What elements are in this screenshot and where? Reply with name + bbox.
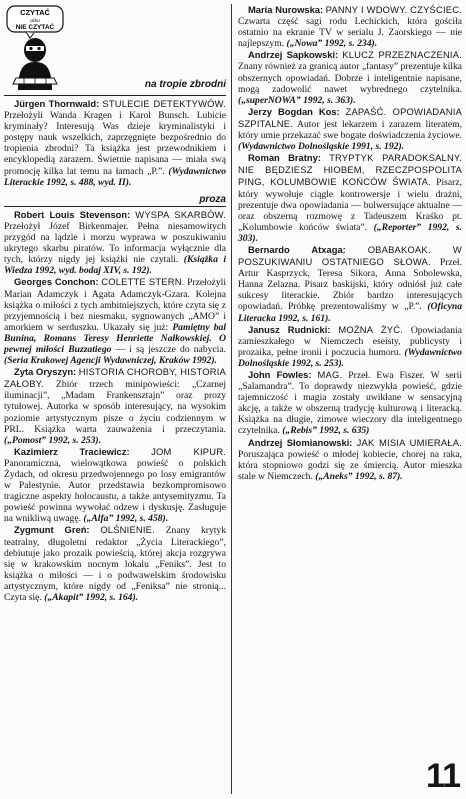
entry-traciewicz: Kazimierz Traciewicz: JOM KIPUR. Panoramiczna, wielowątkowa powieść o polskich Żydach, od okresu przedwojennego po losy emigrantów w Palestynie. Autor przedstawia bezkompromisowo tragiczne aspekty holocaustu, a także antysemityzmu. Ta powieść powinna wywołać odzew i dyskusję. Zasługuje na wnikliwą uwagę. („Alfa” 1992, s. 458). xyxy=(4,445,226,525)
section-kicker: na tropie zbrodni xyxy=(144,78,226,90)
entry-bratny: Roman Bratny: TRYPTYK PARADOKSALNY. NIE BĘDZIESZ HIOBEM, RZECZPOSPOLITA PING, KOLUMBOWIE KOŃCÓW ŚWIATA. Pisarz, który wywołuje ciągle kontrowersje i wielu drażni, prezentuje dwa opowiadania — bulwersujące aktualne — oraz obszerną rozmowę z Tadeuszem Kraśko pt. „Kolumbowie końców świata”. („Reporter” 1992, s. 303). xyxy=(238,152,462,244)
logo-line2: albo xyxy=(30,18,40,24)
entry-fowles: John Fowles: MAG. Przeł. Ewa Fiszer. W serii „Salamandra”. To doprawdy niezwykła powieść, gdzie tajemniczość i magia zostały uwikłane w sensacyjną akcję, a także w obszerną tradycję kulturową i literacką. Książka na długie, zimowe wieczory dla inteligentnego czytelnika. („Rebis” 1992, s. 635) xyxy=(238,369,462,437)
entry-kos: Jerzy Bogdan Kos: ZAPAŚĆ. OPOWIADANIA SZPITALNE. Autor jest lekarzem i zarazem literatem, który umie przekazać swe bogate doświadczenia życiowe. (Wydawnictwo Dolnośląskie 1991, s. 192). xyxy=(238,105,462,153)
entry-slomianowski: Andrzej Słomianowski: JAK MISIA UMIERAŁA. Poruszająca powieść o młodej kobiecie, chorej na raka, która stopniowo godzi się ze śmiercią. Autor mieszka stale w Niemczech. („Aneks” 1992, s. 87). xyxy=(238,436,462,482)
entry-oryszyn: Zyta Oryszyn: HISTORIA CHOROBY, HISTORIA ZAŁOBY. Zbiór trzech minipowieści: „Czarnej iluminacji”, „Madam Frankensztajn” oraz prozy tytułowej. Autorka w sposób interesujący, na wysokim poziomie artystycznym pisze o życiu codziennym w PRL. Książka warta zauważenia i przeczytania. („Pomost” 1992, s. 253). xyxy=(4,366,226,446)
entry-thornwald: Jürgen Thornwald: STULECIE DETEKTYWÓW. Przełożyli Wanda Kragen i Karol Bunsch. Lubicie kryminały? Interesują Was dzieje kryminalistyki i postępy nauk wszelkich, zaprzęgnięte bezpośrednio do tropienia zbrodni? Ta książka jest przewodnikiem i encyklopedią zarazem. Świetnie napisana — miała swą promocję kilka lat temu na łamach „P.”. (Wydawnictwo Literackie 1992, s. 488, wyd. II). xyxy=(4,98,227,188)
entry-sapkowski: Andrzej Sapkowski: KLUCZ PRZEZNACZENIA. Znany również za granicą autor „fantasy” prezentuje kilka obszernych opowiadań. Dobrze i inteligentnie napisane, mogą zadowolić nawet wybrednego czytelnika. („superNOWA” 1992, s. 363). xyxy=(238,49,463,106)
entry-rudnicki: Janusz Rudnicki: MOŻNA ŻYĆ. Opowiadania zamieszkałego w Niemczech eseisty, publicysty i prozaika, pełne ironii i poczucia humoru. (Wydawnictwo Dolnośląskie 1992, s. 253). xyxy=(238,323,462,369)
logo-line1: CZYTAĆ xyxy=(20,8,50,17)
left-column xyxy=(4,4,226,603)
right-column xyxy=(238,4,462,482)
entry-nurowska: Maria Nurowska: PANNY I WDOWY. CZYŚCIEC. Czwarta część sagi rodu Lechickich, która gościła ostatnio na ekranie TV w serialu J. Zaorskiego — nie najlepszym. („Nowa” 1992, s. 234). xyxy=(238,4,462,50)
entry-conchon: Georges Conchon: COLETTE STERN. Przełożyli Marian Adamczyk i Agata Adamczyk-Gzara. Kolejna książka o miłości z tych ambitniejszych, które czyta się z przyjemnością i bez niesmaku, sygnowanych „AMO” i amorkiem w serduszku. Ukazały się już: Pamiętny bal Bunina, Romans Teresy Henriette Nałkowskiej. O pewnej miłości Buzzatiego — i są jeszcze do nabycia. (Seria Krakowej Agencji Wydawniczej, Kraków 1992). xyxy=(4,276,227,367)
column-divider xyxy=(231,4,232,794)
logo-line3: NIE CZYTAĆ xyxy=(15,24,55,31)
entry-stevenson: Robert Louis Stevenson: WYSPA SKARBÓW. Przełożył Józef Birkenmajer. Pełna niesamowitych przygód na lądzie i morzu wyprawa w poszukiwaniu ukrytego skarbu piratów. To informacja wyłącznie dla tych, którzy nigdy jej książki nie czytali. (Książka i Wiedza 1992, wyd. bodaj XIV, s. 192). xyxy=(4,208,227,277)
header-row xyxy=(4,4,226,94)
kicker-rule xyxy=(4,95,226,96)
entry-atxaga: Bernardo Atxaga: OBABAKOAK. W POSZUKIWANIU OSTATNIEGO SŁOWA. Przeł. Artur Kasprzyck, Teresa Sikora, Anna Sobolewska, Hanna Zelazna. Pisarz baskijski, który odniósł już całe sukcesy literackie. Zbiór bardzo interesujących opowiadań. Próbkę prezentowaliśmy w „P.”. (Oficyna Literacka 1992, s. 161). xyxy=(238,243,462,324)
entry-gren: Zygmunt Greń: OLŚNIENIE. Znany krytyk teatralny, długoletni redaktor „Życia Literackiego”, debiutuje jako prozaik powieścią, której akcja rozgrywa się w krakowskim nocnym lokalu „Feniks”. Jest to książka o miłości — i o podwawelskim środowisku artystycznym, które nigdy od „Feniksa” nie stronią... Czyta się. („Akapit” 1992, s. 164). xyxy=(4,524,227,604)
column-logo-icon xyxy=(4,4,66,90)
page-number: 11 xyxy=(426,757,460,795)
section-label-proza: proza xyxy=(199,193,226,205)
proza-rule xyxy=(4,206,226,207)
